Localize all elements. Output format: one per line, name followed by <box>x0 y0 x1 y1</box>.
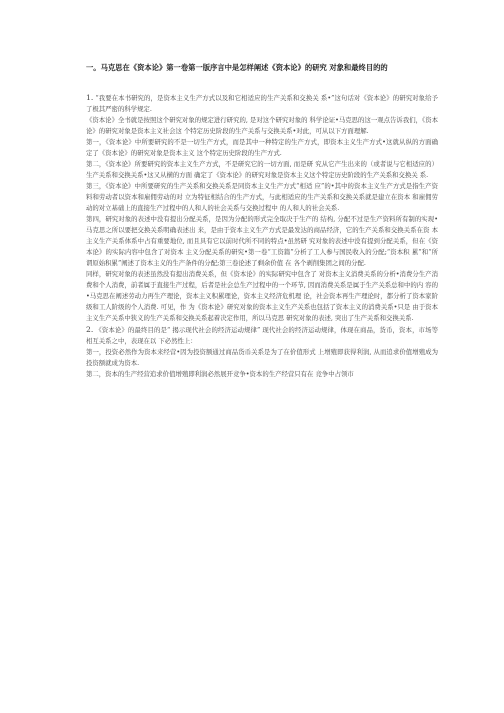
paragraph <box>86 115 438 137</box>
paragraph <box>86 137 438 159</box>
paragraph-text: 第四，研究对象的表述中没有提出分配关系，是因为分配的形式完全取决于生产的 结构, 分配不过是生产资料所有制的实现•马克思之所以要把交换关系明确表述出 来，是由于资本主义生产方式是最发达的商品经济，它的生产关系和交换关系在资 本主义生产关系体系中占有重要地位, 而且具有它以前时代所不同的特点•虽然研 究对象的表述中没有提到分配关系，但在《资本论》的实际内容中包含了对资本 主义分配关系的研究•第一卷“工资篇”分析了工人参与国民收入的分配;“资本积 累”和“所谓原始积累”阐述了资本主义的生产条件的分配;第三卷论述了剩余价值 在 各个剥削集团之间的分配. <box>86 215 438 267</box>
paragraph <box>86 159 438 181</box>
paragraph-text: 第三，《资本论》中所要研究的生产关系和交换关系是同资本主义生产方式“相适 应”的•其中的资本主义生产方式是指生产资料和劳动者以资本和雇佣劳动的对 立为特征相结合的生产方式，与此相适应的生产关系和交换关系就是建立在资本 和雇佣劳动的对立基础上的直接生产过程中的人和人的社会关系与交换过程中 的人和人的社会关系. <box>86 182 438 212</box>
paragraph-text: 第一，投资必然作为资本来经营•因为投资额通过商品货币关系是为了在价值形式 上增殖即获得利润, 从而追求价值增殖成为投资额就成为资本. <box>86 348 438 367</box>
paragraph-text: 《资本论》全书就是按照这个研究对象的规定进行研究的, 是对这个研究对象的 科学论证•马克思的这一观点告诉我们，《资本论》的研究对象是资本主义社会这 个特定历史阶段的生产关系与交换关系•对此，可从以下方面理解. <box>86 116 438 135</box>
paragraph <box>86 324 438 347</box>
document-body <box>86 92 438 380</box>
document-heading: 一。马克思在《资本论》第一卷第一版序言中是怎样阐述《资本论》的研究 对象和最终目的的 <box>86 63 388 72</box>
paragraph <box>86 92 438 115</box>
paragraph <box>86 369 438 380</box>
paragraph-text: 第二，资本的生产经营追求价值增殖即利润必然展开竞争•资本的生产经营只有在 竞争中占领市 <box>86 370 354 378</box>
paragraph-number: 1. <box>86 93 94 102</box>
paragraph <box>86 214 438 269</box>
paragraph-text: 《资本论》的最终目的是“ 揭示现代社会的经济运动规律” 现代社会的经济运动规律，体现在商品，货币，资本，市场等相互关系之中，表现在以 下必然性上： <box>86 326 438 345</box>
paragraph-text: “我要在本书研究的，是资本主义生产方式以及和它相适应的生产关系和交换关 系•”这句话对《资本论》的研究对象给予了极其严密的科学规定. <box>86 94 438 113</box>
paragraph-text: 同样，研究对象的表述虽然没有提出消费关系，但《资本论》的实际研究中包含了 对资本主义消费关系的分析•消费分生产消费和个人消费，前者属于直接生产过程，后者是社会总生产过程中的一个环节, 因而消费关系是属于生产关系总和中的内 容的•马克思在阐述劳动力再生产理论，资本主义积累理论，资本主义经济危机理 论，社会资本再生产理论时，都分析了资本家阶级和工人阶级的个人消费. 可见，作 为《资本论》研究对象的资本主义生产关系也包括了资本主义的消费关系•只是 由于资本主义生产关系中狭义的生产关系和交换关系起着决定作用，所以马克思 研究对象的表述, 突出了生产关系和交换关系. <box>86 270 438 322</box>
paragraph <box>86 347 438 369</box>
paragraph-number: 2. <box>86 325 94 334</box>
paragraph <box>86 269 438 324</box>
paragraph-text: 第二，《资本论》所要研究的资本主义生产方式，不是研究它的一切方面, 而是研 究从它产生出来的（或者说与它相适应的）生产关系和交换关系•这又从横的方面 确定了《资本论》的研究对象是资本主义这个特定历史阶段的生产关系和交换关 系. <box>86 160 438 179</box>
paragraph <box>86 181 438 214</box>
paragraph-text: 第一，《资本论》中所要研究的不是一切生产方式，而是其中一种特定的生产方式，即资本主义生产方式•这就从纵的方面确定了《资本论》的研究对象是资本主义 这个特定历史阶段的生产方式. <box>86 138 438 157</box>
